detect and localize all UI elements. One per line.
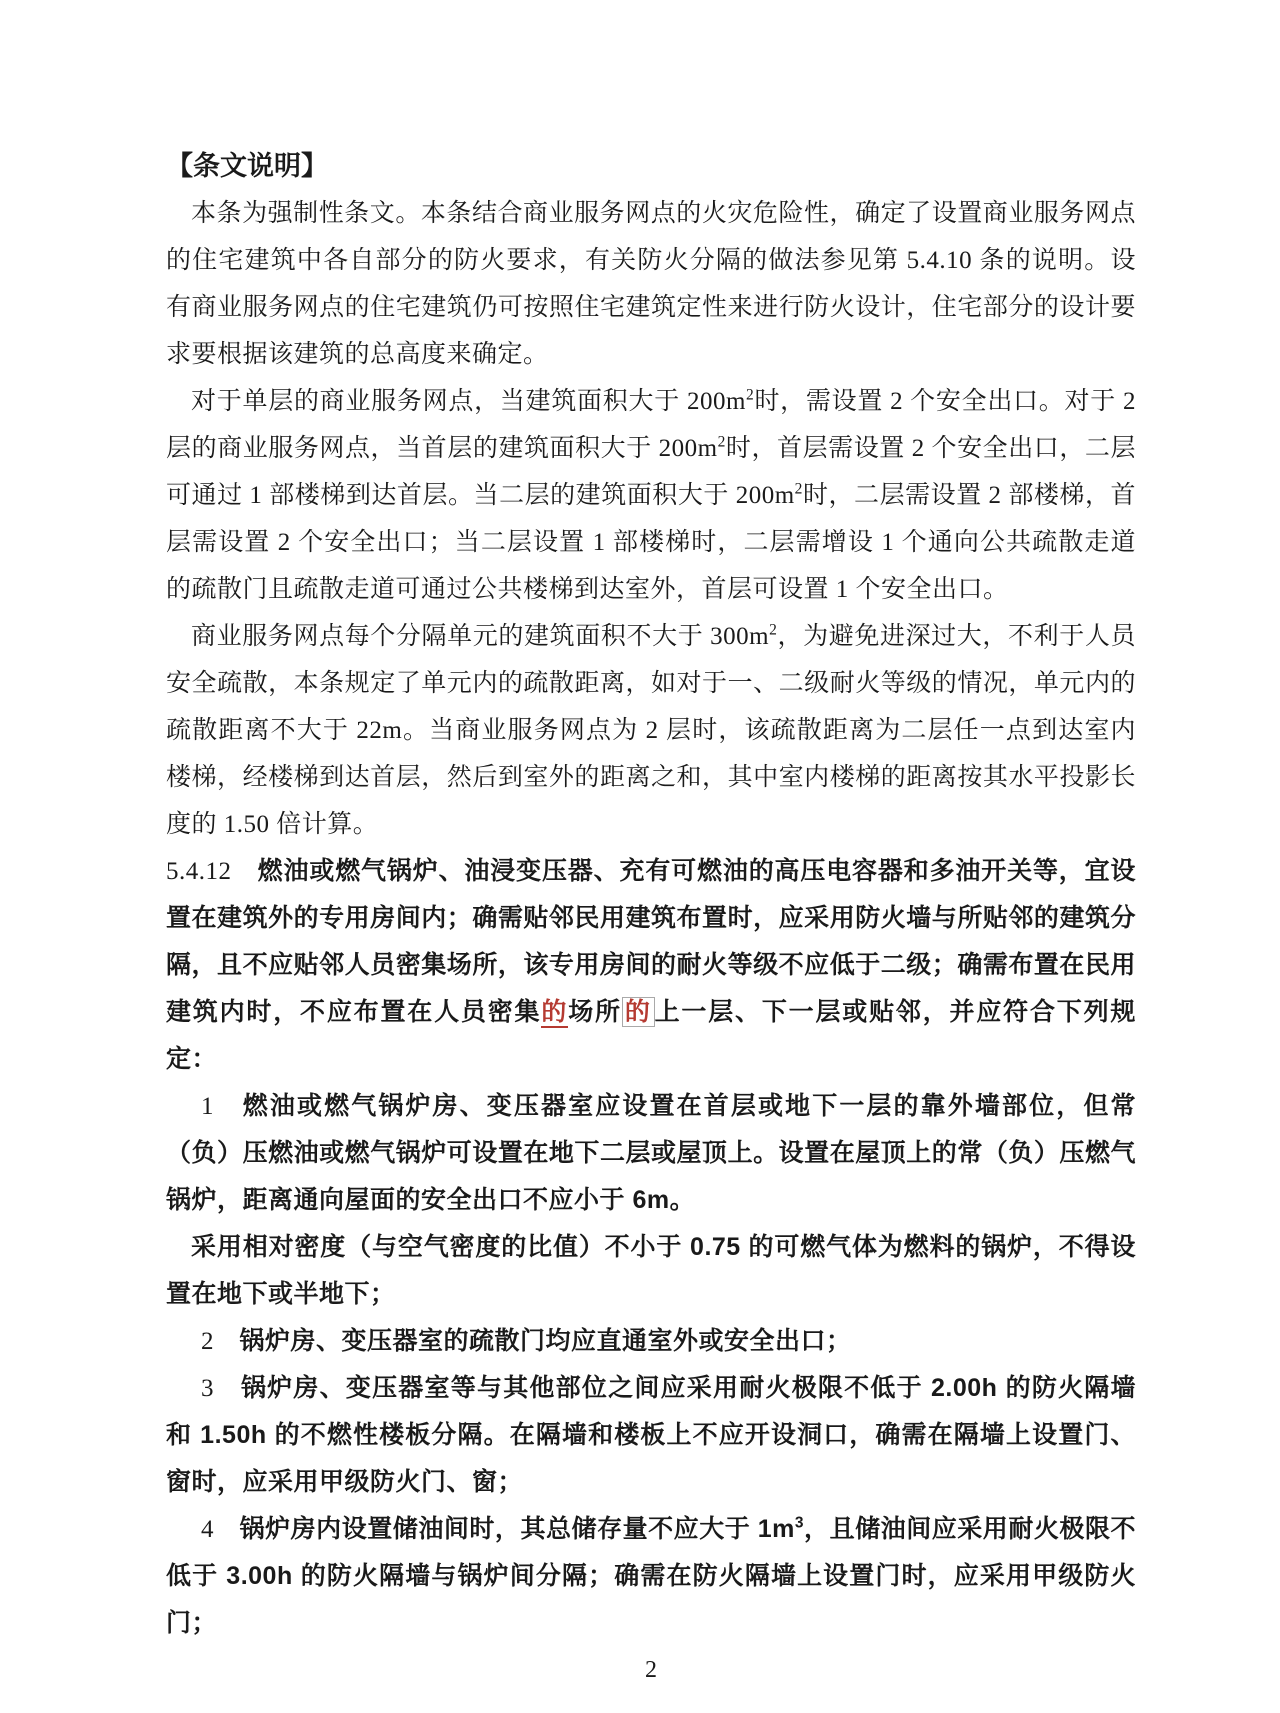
paragraph-explanation-3: 商业服务网点每个分隔单元的建筑面积不大于 $300m^2$，为避免进深过大，不利于人员安全疏散，本条规定了单元内的疏散距离，如对于一、二级耐火等级的情况，单元内的疏散距离不大于 22m。当商业服务网点为 2 层时，该疏散距离为二层任一点到达室内楼梯，经楼梯到达首层，然后到室外的距离之和，其中室内楼梯的距离按其水平投影长度的 1.50 倍计算。 bbox=[166, 621, 1136, 838]
clause-5-4-12: 5.4.12 燃油或燃气锅炉、油浸变压器、充有可燃油的高压电容器和多油开关等，宜设置在建筑外的专用房间内；确需贴邻民用建筑布置时，应采用防火墙与所贴邻的建筑分隔，且不应贴邻人员密集场所，该专用房间的耐火等级不应低于二级；确需布置在民用建筑内时，不应布置在人员密集的场所 的 上一层、下一层或贴邻，并应符合下列规定： bbox=[166, 857, 1136, 1073]
page-number: 2 bbox=[645, 1657, 657, 1683]
clause-item-1-note: 采用相对密度（与空气密度的比值）不小于 0.75 的可燃气体为燃料的锅炉，不得设置在地下或半地下； bbox=[166, 1233, 1136, 1308]
section-heading: 【条文说明】 bbox=[166, 151, 328, 181]
document-body bbox=[166, 143, 1136, 1647]
clause-item-1: 1 燃油或燃气锅炉房、变压器室应设置在首层或地下一层的靠外墙部位，但常（负）压燃油或燃气锅炉可设置在地下二层或屋顶上。设置在屋顶上的常（负）压燃气锅炉，距离通向屋面的安全出口不应小于 6m。 bbox=[166, 1092, 1136, 1214]
clause-item-2: 2 锅炉房、变压器室的疏散门均应直通室外或安全出口； bbox=[201, 1327, 852, 1355]
clause-item-4: 4 锅炉房内设置储油间时，其总储存量不应大于 $1m^3$，且储油间应采用耐火极限不低于 3.00h 的防火隔墙与锅炉间分隔；确需在防火隔墙上设置门时，应采用甲级防火门； bbox=[166, 1514, 1136, 1637]
paragraph-explanation-2: 对于单层的商业服务网点，当建筑面积大于 $200m^2$时，需设置 2 个安全出口。对于 2 层的商业服务网点，当首层的建筑面积大于 $200m^2$时，首层需设置 2 个安全出口，二层可通过 1 部楼梯到达首层。当二层的建筑面积大于 $200m^2$时，二层需设置 2 部楼梯，首层需设置 2 个安全出口；当二层设置 1 部楼梯时，二层需增设 1 个通向公共疏散走道的疏散门且疏散走道可通过公共楼梯到达室外，首层可设置 1 个安全出口。 bbox=[166, 386, 1136, 603]
clause-item-3: 3 锅炉房、变压器室等与其他部位之间应采用耐火极限不低于 2.00h 的防火隔墙和 1.50h 的不燃性楼板分隔。在隔墙和楼板上不应开设洞口，确需在隔墙上设置门、窗时，应采用甲级防火门、窗； bbox=[166, 1374, 1136, 1496]
paragraph-explanation-1: 本条为强制性条文。本条结合商业服务网点的火灾危险性，确定了设置商业服务网点的住宅建筑中各自部分的防火要求，有关防火分隔的做法参见第 5.4.10 条的说明。设有商业服务网点的住宅建筑仍可按照住宅建筑定性来进行防火设计，住宅部分的设计要求要根据该建筑的总高度来确定。 bbox=[166, 200, 1136, 368]
